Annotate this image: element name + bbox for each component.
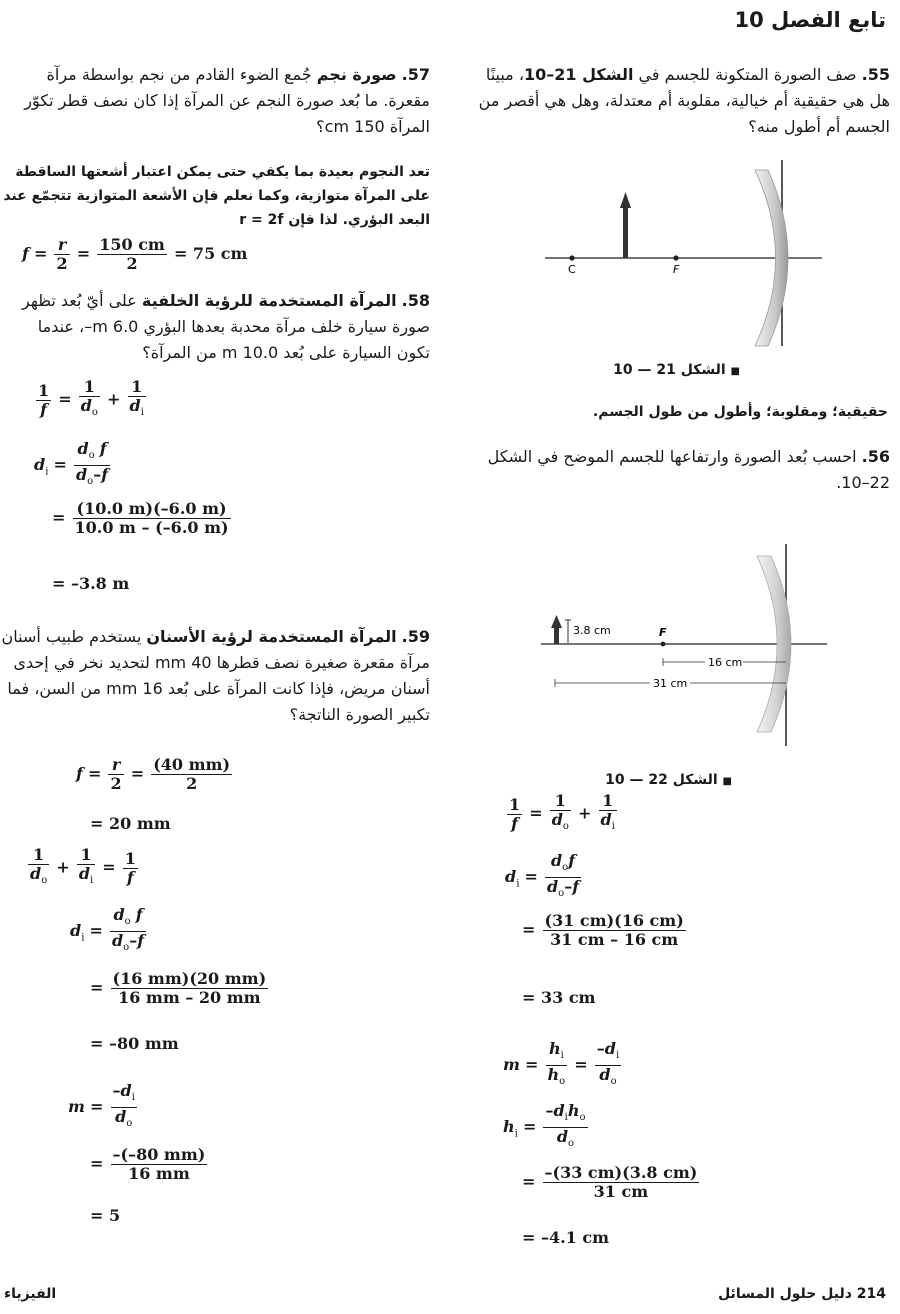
equation-hi-substituted: = $\frac{-(33 cm)(3.8 cm)}{31 cm}$ xyxy=(522,1163,698,1201)
focal-point xyxy=(673,255,678,260)
object-arrow-shaft xyxy=(554,626,559,644)
page-number: 214 xyxy=(856,1286,886,1302)
book-title: دليل حلول المسائل xyxy=(718,1286,852,1302)
result-m-59: = 5 xyxy=(90,1206,121,1225)
question-number: 57. xyxy=(401,65,430,84)
question-title: صورة نجم xyxy=(316,65,397,84)
question-text: ، مبينًا هل هي حقيقية أم خيالية، مقلوبة أم معتدلة، وهل هي أقصر من الجسم أم أطول منه؟ xyxy=(478,65,890,136)
object-arrow-head xyxy=(551,615,562,628)
question-55 xyxy=(468,62,890,140)
equation-m-substituted-59: = $\frac{-(-80 mm)}{16 mm}$ xyxy=(90,1145,206,1183)
equation-di-59: $d_i$ = $\frac{d_o f}{d_o-f}$ xyxy=(70,905,145,954)
equation-f-59: f = $\frac{r}{2}$ = $\frac{(40 mm)}{2}$ xyxy=(76,755,231,793)
question-56 xyxy=(468,444,890,496)
equation-f-star: f = $\frac{r}{2}$ = $\frac{150 cm}{2}$ = 75 cm xyxy=(22,235,248,273)
question-text: يستخدم طبيب أسنان مرآة مقعرة صغيرة نصف قطرها 40 mm لتحديد نخر في إحدى أسنان مريض، فإذا كانت المرآة على بُعد 16 mm من السن، فما تكبير الصورة الناتجة؟ xyxy=(1,627,430,724)
question-number: 59. xyxy=(401,627,430,646)
label-height: 3.8 cm xyxy=(573,624,611,637)
result-hi: = –4.1 cm xyxy=(522,1228,610,1247)
question-number: 55. xyxy=(861,65,890,84)
center-point xyxy=(569,255,574,260)
question-59 xyxy=(0,624,430,728)
question-number: 58. xyxy=(401,291,430,310)
figure-21-10 xyxy=(540,158,840,348)
equation-hi: $h_i$ = $\frac{-d_ih_o}{d_o}$ xyxy=(503,1101,586,1150)
label-object-distance: 31 cm xyxy=(653,677,688,690)
figure-caption-21: ■ الشكل 21 — 10 xyxy=(613,362,740,378)
question-57 xyxy=(0,62,430,140)
question-title: المرآة المستخدمة لرؤية الأسنان xyxy=(146,627,397,646)
question-title: المرآة المستخدمة للرؤية الخلفية xyxy=(141,291,397,310)
chapter-title: تابع الفصل 10 xyxy=(734,8,886,32)
question-text: صف الصورة المتكونة للجسم في xyxy=(633,65,857,84)
figure-reference: الشكل 21–10 xyxy=(524,65,634,84)
page-footer-right xyxy=(718,1286,886,1302)
question-text: احسب بُعد الصورة وارتفاعها للجسم الموضح في الشكل 22–10. xyxy=(487,447,890,492)
result-di-59: = –80 mm xyxy=(90,1034,179,1053)
label-f: F xyxy=(673,263,680,276)
result-58: = –3.8 m xyxy=(52,574,130,593)
focal-point xyxy=(661,642,666,647)
object-arrow-head xyxy=(620,192,631,208)
equation-magnification: m = $\frac{h_i}{h_o}$ = $\frac{-d_i}{d_o}$ xyxy=(503,1039,620,1088)
equation-mirror: $\frac{1}{f}$ = $\frac{1}{d_o}$ + $\frac{1}{d_i}$ xyxy=(509,791,615,833)
equation-di: $d_i$ = $\frac{d_of}{d_o-f}$ xyxy=(505,851,580,900)
equation-di-substituted-58: = $\frac{(10.0 m)(-6.0 m)}{10.0 m - (-6.0 m)}$ xyxy=(52,499,229,537)
answer-57: تعد النجوم بعيدة بما يكفي حتى يمكن اعتبار أشعتها الساقطة على المرآة متوازية، وكما نعلم فإن الأشعة المتوازية تتجمّع عند البعد البؤري. لذا فإن r = 2f xyxy=(3,164,430,228)
label-focal-length: 16 cm xyxy=(708,656,743,669)
equation-m-59: m = $\frac{-d_i}{d_o}$ xyxy=(68,1081,135,1130)
answer-55: حقيقية؛ ومقلوبة؛ وأطول من طول الجسم. xyxy=(592,404,888,420)
figure-caption-22: ■ الشكل 22 — 10 xyxy=(605,772,732,788)
label-c: C xyxy=(568,263,576,276)
equation-di-58: $d_i$ = $\frac{d_o f}{d_o-f}$ xyxy=(34,439,109,488)
equation-di-substituted: = $\frac{(31 cm)(16 cm)}{31 cm - 16 cm}$ xyxy=(522,911,684,949)
equation-mirror-58: $\frac{1}{f}$ = $\frac{1}{d_o}$ + $\frac{1}{d_i}$ xyxy=(38,377,144,419)
object-arrow-shaft xyxy=(623,206,628,258)
question-text: على أيّ بُعد تظهر صورة سيارة خلف مرآة محدبة بعدها البؤري 6.0 m–، عندما تكون السيارة على بُعد 10.0 m من المرآة؟ xyxy=(22,291,430,362)
question-58 xyxy=(0,288,430,366)
question-number: 56. xyxy=(861,447,890,466)
bullet-square-icon: ■ xyxy=(730,366,740,377)
question-text: جُمع الضوء القادم من نجم بواسطة مرآة مقعرة. ما بُعد صورة النجم عن المرآة إذا كان نصف قطر تكوّر المرآة 150 cm؟ xyxy=(24,65,430,136)
result-di: = 33 cm xyxy=(522,988,596,1007)
equation-mirror-59: $\frac{1}{d_o}$ + $\frac{1}{d_i}$ = $\frac{1}{f}$ xyxy=(30,845,136,887)
subject-label: الفيزياء xyxy=(4,1286,57,1302)
equation-di-substituted-59: = $\frac{(16 mm)(20 mm)}{16 mm - 20 mm}$ xyxy=(90,969,267,1007)
figure-22-10 xyxy=(535,540,845,750)
bullet-square-icon: ■ xyxy=(722,776,732,787)
result-f-59: = 20 mm xyxy=(90,814,171,833)
label-f: F xyxy=(659,626,667,639)
